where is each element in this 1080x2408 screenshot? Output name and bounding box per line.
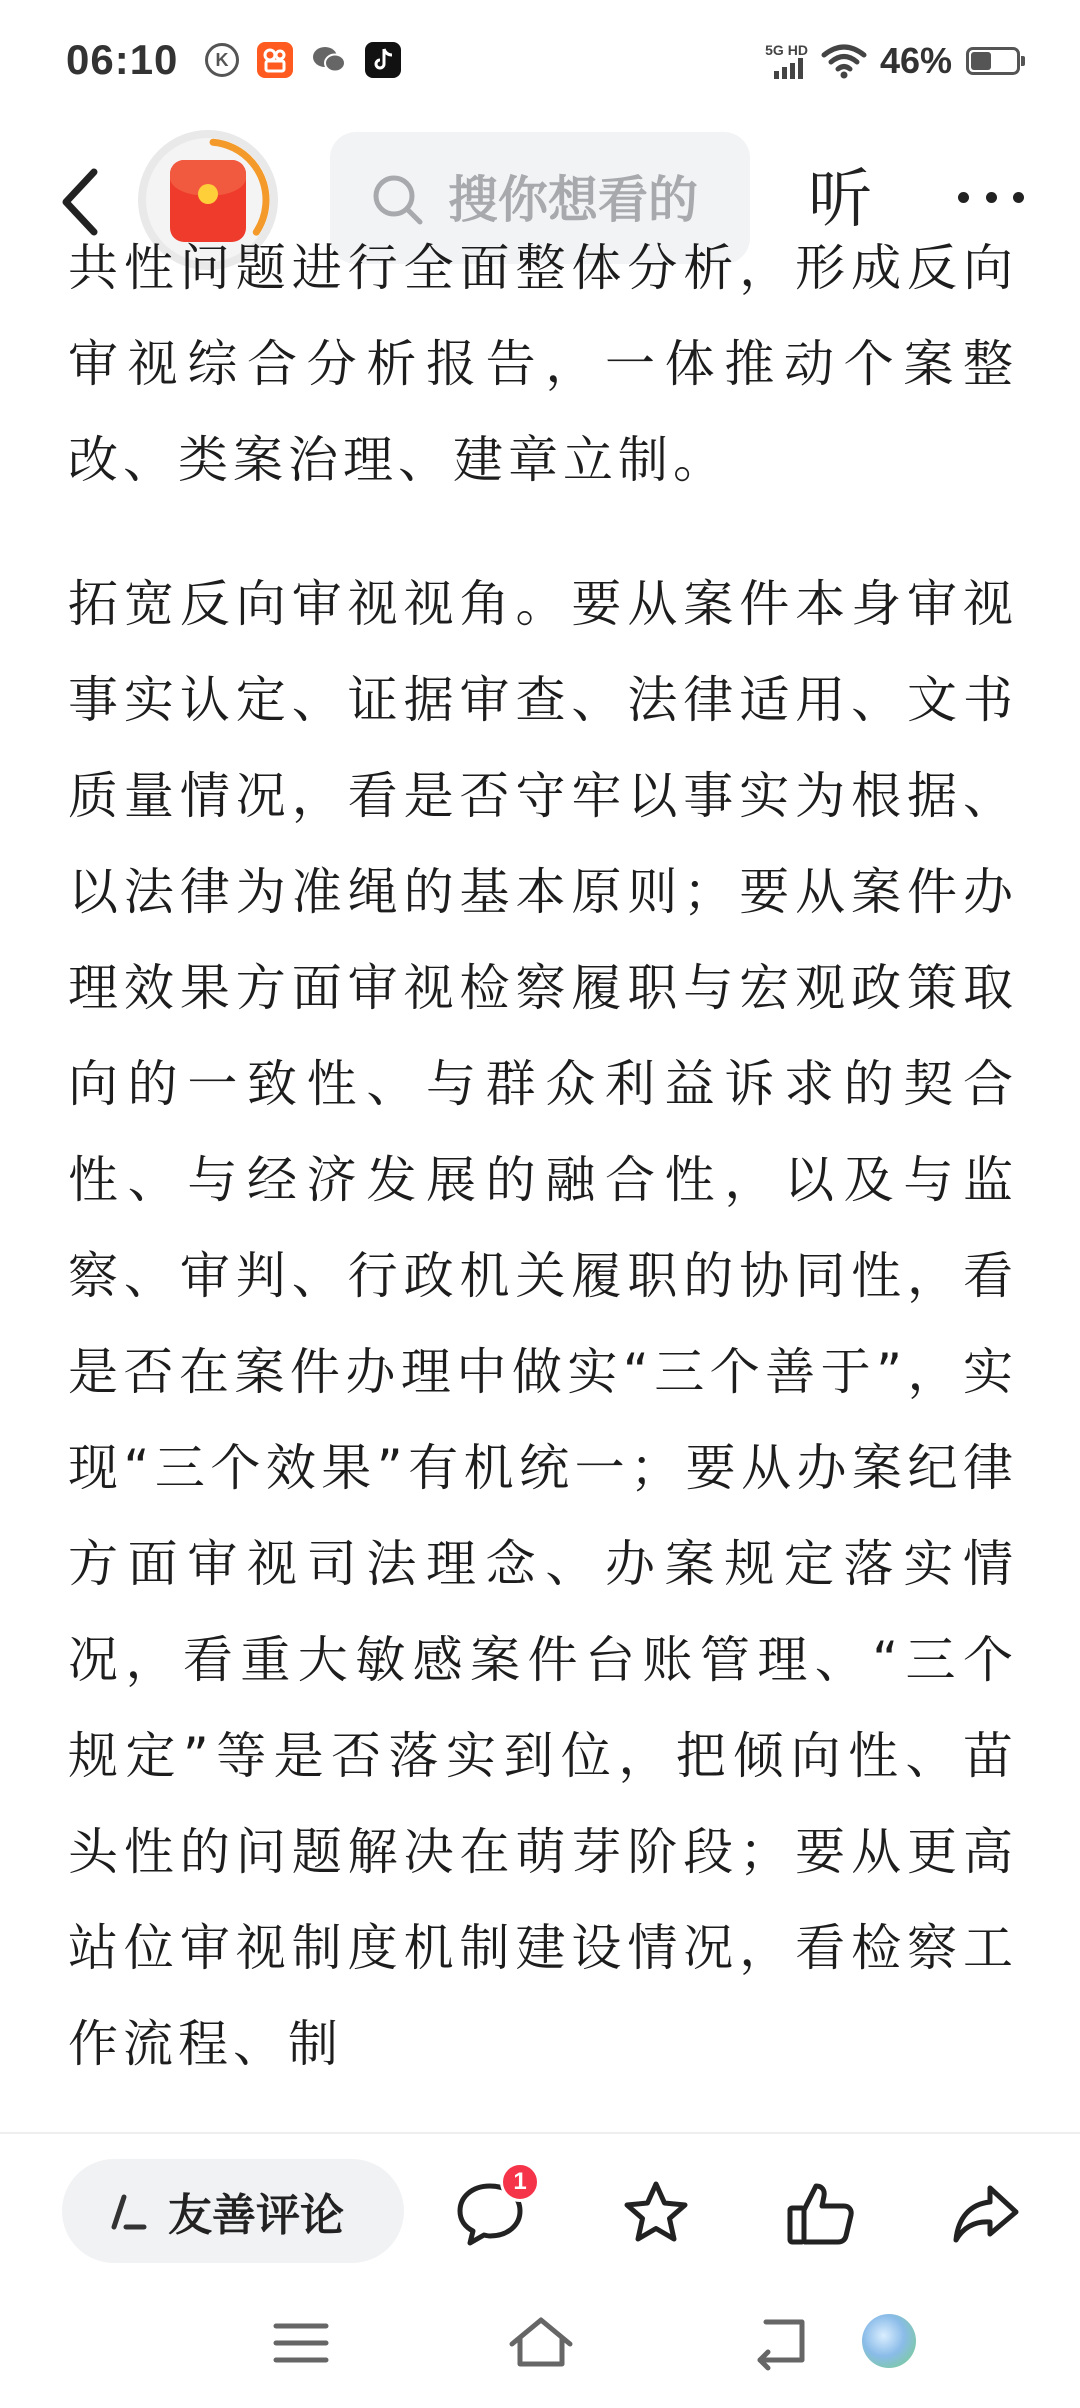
more-options-button[interactable] <box>958 182 1024 212</box>
article-paragraph: 拓宽反向审视视角。要从案件本身审视事实认定、证据审查、法律适用、文书质量情况，看是否守牢以事实为根据、以法律为准绳的基本原则；要从案件办理效果方面审视检察履职与宏观政策取向的一致性、与群众利益诉求的契合性、与经济发展的融合性，以及与监察、审判、行政机关履职的协同性，看是否在案件办理中做实“三个善于”，实现“三个效果”有机统一；要从办案纪律方面审视司法理念、办案规定落实情况，看重大敏感案件台账管理、“三个规定”等是否落实到位，把倾向性、苗头性的问题解决在萌芽阶段；要从更高站位审视制度机制建设情况，看检察工作流程、制 <box>68 575 1018 2073</box>
kuaishou-icon <box>257 42 293 78</box>
status-bar <box>0 0 1080 130</box>
wechat-icon <box>311 42 347 78</box>
comment-input-button[interactable] <box>62 2159 404 2263</box>
assistant-orb-icon[interactable] <box>862 2314 916 2368</box>
status-right <box>765 40 1020 82</box>
listen-button[interactable]: 听 <box>808 163 872 237</box>
battery-percent: 46% <box>879 40 952 81</box>
k-icon: K <box>205 43 239 77</box>
wifi-icon <box>822 43 866 79</box>
share-icon[interactable] <box>948 2176 1024 2252</box>
battery-icon <box>966 47 1020 75</box>
signal-icon: 5G HD <box>765 43 808 79</box>
notification-icons <box>205 42 401 78</box>
article-text <box>68 220 1018 2140</box>
article-body[interactable] <box>0 239 1080 2130</box>
home-icon[interactable] <box>506 2308 576 2378</box>
tiktok-icon <box>365 42 401 78</box>
thumbs-up-icon[interactable] <box>782 2176 858 2252</box>
battery-fill <box>971 52 991 70</box>
system-nav-bar <box>0 2282 1080 2408</box>
article-paragraph: 共性问题进行全面整体分析，形成反向审视综合分析报告，一体推动个案整改、类案治理、建章立制。 <box>68 239 1018 489</box>
menu-icon[interactable] <box>266 2308 336 2378</box>
status-time: 06:10 <box>66 36 179 83</box>
pen-icon <box>100 2187 148 2235</box>
comment-label: 友善评论 <box>168 2190 344 2241</box>
back-icon[interactable] <box>746 2308 816 2378</box>
action-bar <box>0 2132 1080 2284</box>
comment-count-badge: 1 <box>500 2162 540 2202</box>
star-icon[interactable] <box>618 2176 694 2252</box>
search-placeholder: 搜你想看的 <box>448 171 698 229</box>
